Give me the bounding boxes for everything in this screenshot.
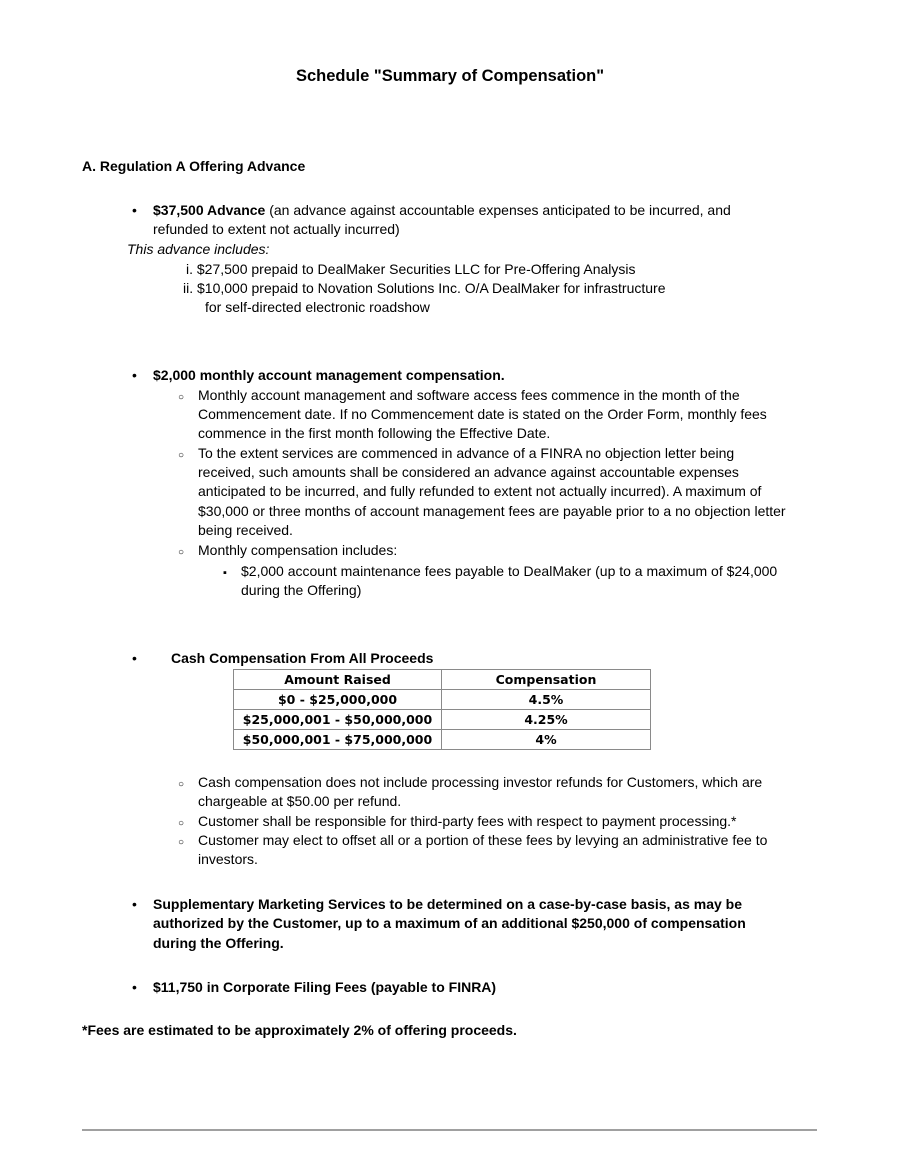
cash-note-2: Customer shall be responsible for third-party fees with respect to payment processing.* bbox=[198, 813, 737, 829]
advance-line-1 bbox=[153, 201, 731, 221]
square-bullet-icon bbox=[223, 562, 227, 584]
circle-bullet-icon bbox=[178, 444, 184, 466]
bullet-icon bbox=[132, 895, 137, 915]
cash-note-3-line-2: investors. bbox=[198, 851, 258, 867]
supplementary-line-1: Supplementary Marketing Services to be determined on a case-by-case basis, as may be bbox=[153, 896, 743, 912]
circle-bullet-icon bbox=[178, 541, 184, 563]
table-row bbox=[234, 690, 651, 710]
bullet-icon bbox=[132, 366, 137, 386]
section-heading: A. Regulation A Offering Advance bbox=[82, 158, 306, 174]
monthly-nested-line-2: during the Offering) bbox=[241, 582, 362, 598]
footer-divider bbox=[82, 1129, 817, 1131]
table-row bbox=[234, 730, 651, 750]
bullet-icon bbox=[132, 978, 137, 998]
cash-note-1-line-2: chargeable at $50.00 per refund. bbox=[198, 793, 402, 809]
advance-item-1: i. $27,500 prepaid to DealMaker Securities LLC for Pre-Offering Analysis bbox=[186, 261, 636, 277]
monthly-sub-1-line-2: Commencement date. If no Commencement date is stated on the Order Form, monthly fees bbox=[198, 406, 767, 422]
filing-fees: $11,750 in Corporate Filing Fees (payable to FINRA) bbox=[153, 979, 497, 995]
advance-line-2: refunded to extent not actually incurred) bbox=[153, 221, 400, 237]
advance-includes-label: This advance includes: bbox=[127, 241, 270, 257]
monthly-nested-line-1: $2,000 account maintenance fees payable to DealMaker (up to a maximum of $24,000 bbox=[241, 563, 778, 579]
amount-raised-cell: $25,000,001 - $50,000,000 bbox=[234, 710, 442, 730]
amount-raised-cell: $50,000,001 - $75,000,000 bbox=[234, 730, 442, 750]
compensation-cell: 4% bbox=[442, 730, 651, 750]
table-row bbox=[234, 710, 651, 730]
circle-bullet-icon bbox=[178, 386, 184, 408]
supplementary-line-2: authorized by the Customer, up to a maximum of an additional $250,000 of compensation bbox=[153, 915, 746, 931]
monthly-sub-3: Monthly compensation includes: bbox=[198, 542, 398, 558]
page-title: Schedule "Summary of Compensation" bbox=[295, 67, 605, 85]
monthly-sub-2-line-5: being received. bbox=[198, 522, 293, 538]
monthly-sub-2-line-1: To the extent services are commenced in advance of a FINRA no objection letter being bbox=[198, 445, 735, 461]
table-header-row bbox=[234, 670, 651, 690]
advance-item-2: ii. $10,000 prepaid to Novation Solutions Inc. O/A DealMaker for infrastructure bbox=[183, 280, 666, 296]
circle-bullet-icon bbox=[178, 831, 184, 853]
cash-note-3-line-1: Customer may elect to offset all or a portion of these fees by levying an administrative fee to bbox=[198, 832, 768, 848]
advance-description: (an advance against accountable expenses anticipated to be incurred, and bbox=[265, 202, 731, 218]
footnote: *Fees are estimated to be approximately 2% of offering proceeds. bbox=[82, 1022, 517, 1038]
bullet-icon bbox=[132, 201, 137, 221]
monthly-sub-2-line-4: $30,000 or three months of account management fees are payable prior to a no objection letter bbox=[198, 503, 786, 519]
monthly-sub-1-line-1: Monthly account management and software access fees commence in the month of the bbox=[198, 387, 740, 403]
column-header-amount-raised: Amount Raised bbox=[234, 670, 442, 690]
monthly-heading: $2,000 monthly account management compensation. bbox=[153, 367, 505, 383]
circle-bullet-icon bbox=[178, 773, 184, 795]
monthly-sub-2-line-3: anticipated to be incurred, and fully refunded to extent not actually incurred). A maximum of bbox=[198, 483, 762, 499]
cash-note-1-line-1: Cash compensation does not include processing investor refunds for Customers, which are bbox=[198, 774, 763, 790]
advance-amount: $37,500 Advance bbox=[153, 202, 266, 218]
monthly-sub-1-line-3: commence in the first month following the Effective Date. bbox=[198, 425, 551, 441]
supplementary-line-3: during the Offering. bbox=[153, 935, 284, 951]
cash-compensation-heading: Cash Compensation From All Proceeds bbox=[171, 650, 434, 666]
monthly-sub-2-line-2: received, such amounts shall be considered an advance against accountable expenses bbox=[198, 464, 739, 480]
amount-raised-cell: $0 - $25,000,000 bbox=[234, 690, 442, 710]
advance-item-2-cont: for self-directed electronic roadshow bbox=[205, 299, 430, 315]
compensation-cell: 4.5% bbox=[442, 690, 651, 710]
bullet-icon bbox=[132, 649, 137, 669]
column-header-compensation: Compensation bbox=[442, 670, 651, 690]
compensation-cell: 4.25% bbox=[442, 710, 651, 730]
compensation-table bbox=[233, 669, 651, 750]
